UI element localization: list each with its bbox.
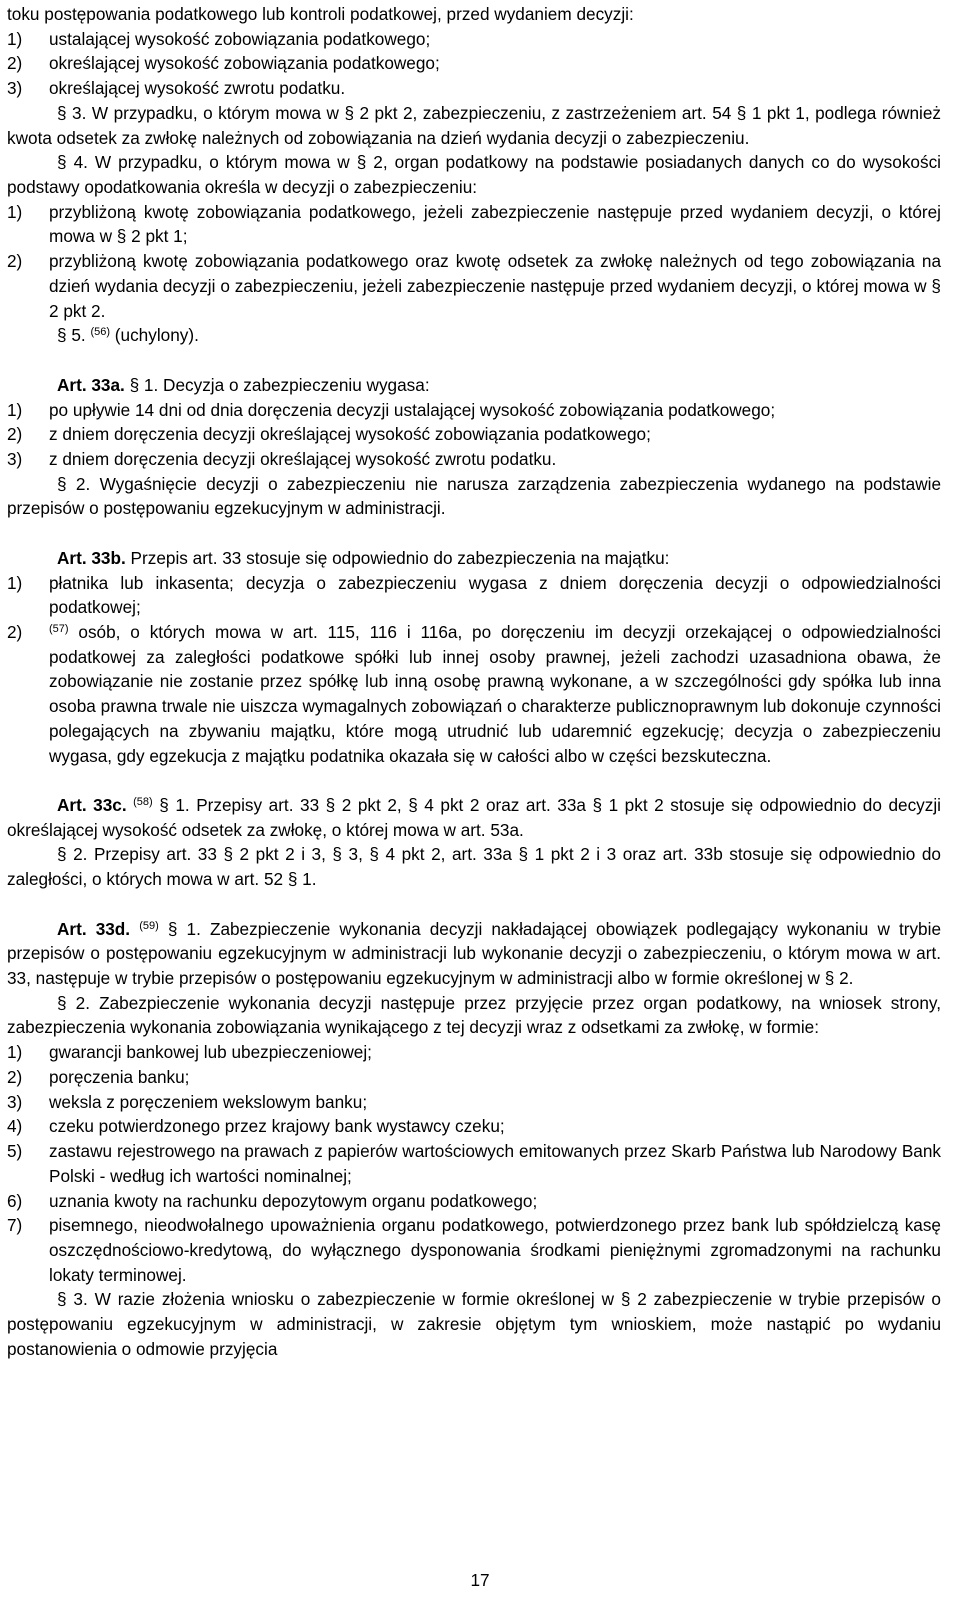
list-text xyxy=(49,1139,941,1188)
list-text xyxy=(49,1213,941,1287)
text-run: płatnika lub inkasenta; decyzja o zabezpieczeniu wygasa z dniem doręczenia decyzji o odpowiedzialności podatkowej; xyxy=(49,572,941,618)
paragraph xyxy=(7,101,941,150)
list-number: 2) xyxy=(7,621,23,642)
list-number: 1) xyxy=(7,572,23,593)
list-number: 1) xyxy=(7,201,23,222)
text-run: § 2. Wygaśnięcie decyzji o zabezpieczeniu nie narusza zarządzenia zabezpieczenia wydanego na podstawie przepisów o postępowaniu egzekucyjnym w administracji. xyxy=(7,473,941,519)
text-run: określającej wysokość zwrotu podatku. xyxy=(49,78,346,99)
list-number: 3) xyxy=(7,448,23,469)
list-item xyxy=(7,249,941,323)
list-item xyxy=(7,1065,941,1090)
list-item xyxy=(7,200,941,249)
list-text xyxy=(49,620,941,768)
paragraph xyxy=(7,793,941,842)
list-number: 5) xyxy=(7,1141,23,1162)
list-item xyxy=(7,1040,941,1065)
list-number: 4) xyxy=(7,1116,23,1137)
spacer xyxy=(7,892,941,917)
list-number: 2) xyxy=(7,53,23,74)
text-run: po upływie 14 dni od dnia doręczenia decyzji ustalającej wysokość zobowiązania podatkowego; xyxy=(49,399,776,420)
list-item xyxy=(7,27,941,52)
text-run: Przepis art. 33 stosuje się odpowiednio do zabezpieczenia na majątku: xyxy=(125,547,670,568)
text-run: zastawu rejestrowego na prawach z papierów wartościowych emitowanych przez Skarb Państwa lub Narodowy Bank Polski - według ich wartości nominalnej; xyxy=(49,1141,941,1186)
text-run: (uchylony). xyxy=(110,325,199,346)
text-run: toku postępowania podatkowego lub kontroli podatkowej, przed wydaniem decyzji: xyxy=(7,4,634,24)
list-text xyxy=(49,571,941,620)
document-page xyxy=(7,2,941,1362)
list-item xyxy=(7,1189,941,1214)
text-run xyxy=(130,919,139,939)
text-run: § 1. Zabezpieczenie wykonania decyzji nakładającej obowiązek podlegający wykonaniu w trybie przepisów o postępowaniu egzekucyjnym w administracji lub wykonanie decyzji o zabezpieczeniu, o którym mowa w art. 33, następuje w trybie przepisów o postępowaniu egzekucyjnym w administracji albo w formie określonej w § 2. xyxy=(7,918,941,989)
list-text xyxy=(49,398,941,423)
list-number: 2) xyxy=(7,424,23,445)
footnote-ref: (56) xyxy=(90,326,111,339)
list-text xyxy=(49,27,941,52)
footnote-ref: (58) xyxy=(133,796,153,808)
text-run: § 3. W przypadku, o którym mowa w § 2 pkt 2, zabezpieczeniu, z zastrzeżeniem art. 54 § 1 pkt 1, podlega również kwota odsetek za zwłokę należnych od zobowiązania na dzień wydania decyzji o zabezpieczeniu. xyxy=(7,102,941,148)
paragraph xyxy=(7,323,941,348)
spacer xyxy=(7,521,941,546)
text-run: § 1. Przepisy art. 33 § 2 pkt 2, § 4 pkt 2 oraz art. 33a § 1 pkt 2 stosuje się odpowiednio do decyzji określającej wysokość odsetek za zwłokę, o której mowa w art. 53a. xyxy=(7,795,941,840)
text-run: gwarancji bankowej lub ubezpieczeniowej; xyxy=(49,1042,372,1063)
list-item xyxy=(7,398,941,423)
list-item xyxy=(7,620,941,768)
list-item xyxy=(7,422,941,447)
page-number: 17 xyxy=(470,1570,490,1590)
paragraph xyxy=(7,1287,941,1361)
list-text xyxy=(49,1114,941,1139)
article-heading: Art. 33b. xyxy=(57,547,126,568)
text-run: § 5. xyxy=(57,325,91,346)
list-number: 3) xyxy=(7,1091,23,1112)
spacer xyxy=(7,768,941,793)
text-run: § 3. W razie złożenia wniosku o zabezpieczenie w formie określonej w § 2 zabezpieczenie w trybie przepisów o postępowaniu egzekucyjnym w administracji, w zakresie objętym tym wnioskiem, może nastąpić po wydaniu postanowienia o odmowie przyjęcia xyxy=(7,1289,941,1359)
list-text xyxy=(49,422,941,447)
article-heading: Art. 33d. xyxy=(57,918,131,939)
spacer xyxy=(7,348,941,373)
list-number: 1) xyxy=(7,1042,23,1063)
list-number: 7) xyxy=(7,1215,23,1236)
text-run: uznania kwoty na rachunku depozytowym organu podatkowego; xyxy=(49,1190,538,1211)
list-item xyxy=(7,447,941,472)
list-text xyxy=(49,249,941,323)
list-item xyxy=(7,76,941,101)
list-item xyxy=(7,1090,941,1115)
list-number: 3) xyxy=(7,78,23,99)
list-item xyxy=(7,571,941,620)
paragraph xyxy=(7,546,941,571)
text-run: określającej wysokość zobowiązania podatkowego; xyxy=(49,53,440,74)
paragraph xyxy=(7,150,941,199)
list-number: 1) xyxy=(7,399,23,420)
text-run: poręczenia banku; xyxy=(49,1066,190,1087)
text-run: z dniem doręczenia decyzji określającej wysokość zobowiązania podatkowego; xyxy=(49,424,651,445)
paragraph xyxy=(7,373,941,398)
paragraph xyxy=(7,472,941,521)
footnote-ref: (59) xyxy=(139,919,159,932)
list-text xyxy=(49,51,941,76)
list-item xyxy=(7,1114,941,1139)
text-run: czeku potwierdzonego przez krajowy bank wystawcy czeku; xyxy=(49,1116,505,1137)
list-item xyxy=(7,51,941,76)
list-text xyxy=(49,1040,941,1065)
text-run: weksla z poręczeniem wekslowym banku; xyxy=(49,1091,368,1112)
list-text xyxy=(49,1065,941,1090)
list-number: 2) xyxy=(7,1066,23,1087)
footnote-ref: (57) xyxy=(49,622,69,635)
paragraph xyxy=(7,917,941,991)
text-run: § 4. W przypadku, o którym mowa w § 2, organ podatkowy na podstawie posiadanych danych co do wysokości podstawy opodatkowania określa w decyzji o zabezpieczeniu: xyxy=(7,152,941,198)
text-run: § 1. Decyzja o zabezpieczeniu wygasa: xyxy=(124,374,430,395)
paragraph xyxy=(7,2,941,27)
text-run: z dniem doręczenia decyzji określającej wysokość zwrotu podatku. xyxy=(49,448,557,469)
list-item xyxy=(7,1139,941,1188)
text-run: przybliżoną kwotę zobowiązania podatkowego, jeżeli zabezpieczenie następuje przed wydaniem decyzji, o której mowa w § 2 pkt 1; xyxy=(49,201,941,247)
paragraph xyxy=(7,842,941,891)
list-text xyxy=(49,1090,941,1115)
text-run: § 2. Przepisy art. 33 § 2 pkt 2 i 3, § 3, § 4 pkt 2, art. 33a § 1 pkt 2 i 3 oraz art. 33b stosuje się odpowiednio do zaległości, o których mowa w art. 52 § 1. xyxy=(7,844,941,890)
list-item xyxy=(7,1213,941,1287)
text-run: pisemnego, nieodwołalnego upoważnienia organu podatkowego, potwierdzonego przez bank lub spółdzielczą kasę oszczędnościowo-kredytową, do wyłącznego dysponowania środkami pieniężnymi zgromadzonymi na rachunku lokaty terminowej. xyxy=(49,1215,941,1285)
list-text xyxy=(49,76,941,101)
list-number: 6) xyxy=(7,1190,23,1211)
article-heading: Art. 33c. xyxy=(57,795,127,815)
text-run: przybliżoną kwotę zobowiązania podatkowego oraz kwotę odsetek za zwłokę należnych od tego zobowiązania na dzień wydania decyzji o zabezpieczeniu, jeżeli zabezpieczenie następuje przed wydaniem decyzji, o której mowa w § 2 pkt 2. xyxy=(49,251,941,321)
text-run: § 2. Zabezpieczenie wykonania decyzji następuje przez przyjęcie przez organ podatkowy, na wniosek strony, zabezpieczenia wykonania zobowiązania wynikającego z tej decyzji wraz z odsetkami za zwłokę, w formie: xyxy=(7,992,941,1038)
list-text xyxy=(49,200,941,249)
list-number: 1) xyxy=(7,28,23,49)
list-number: 2) xyxy=(7,251,23,272)
list-text xyxy=(49,447,941,472)
list-text xyxy=(49,1189,941,1214)
article-heading: Art. 33a. xyxy=(57,374,125,395)
text-run: ustalającej wysokość zobowiązania podatkowego; xyxy=(49,28,431,49)
paragraph xyxy=(7,991,941,1040)
text-run: osób, o których mowa w art. 115, 116 i 116a, po doręczeniu im decyzji orzekającej o odpowiedzialności podatkowej za zaległości podatkowe spółki lub innej osoby prawnej, jeżeli zachodzi uzasadniona obawa, że zobowiązanie nie zostanie przez spółkę lub inną osobę prawną wykonane, a w szczególności gdy spółka lub inna osoba prawna trwale nie uiszcza wymagalnych zobowiązań o charakterze publicznoprawnym lub dokonuje czynności polegających na zbywaniu majątku, które mogą utrudnić lub udaremnić egzekucję; decyzja o zabezpieczeniu wygasa, gdy egzekucja z majątku podatnika okazała się w całości albo w części bezskuteczna. xyxy=(49,621,941,766)
